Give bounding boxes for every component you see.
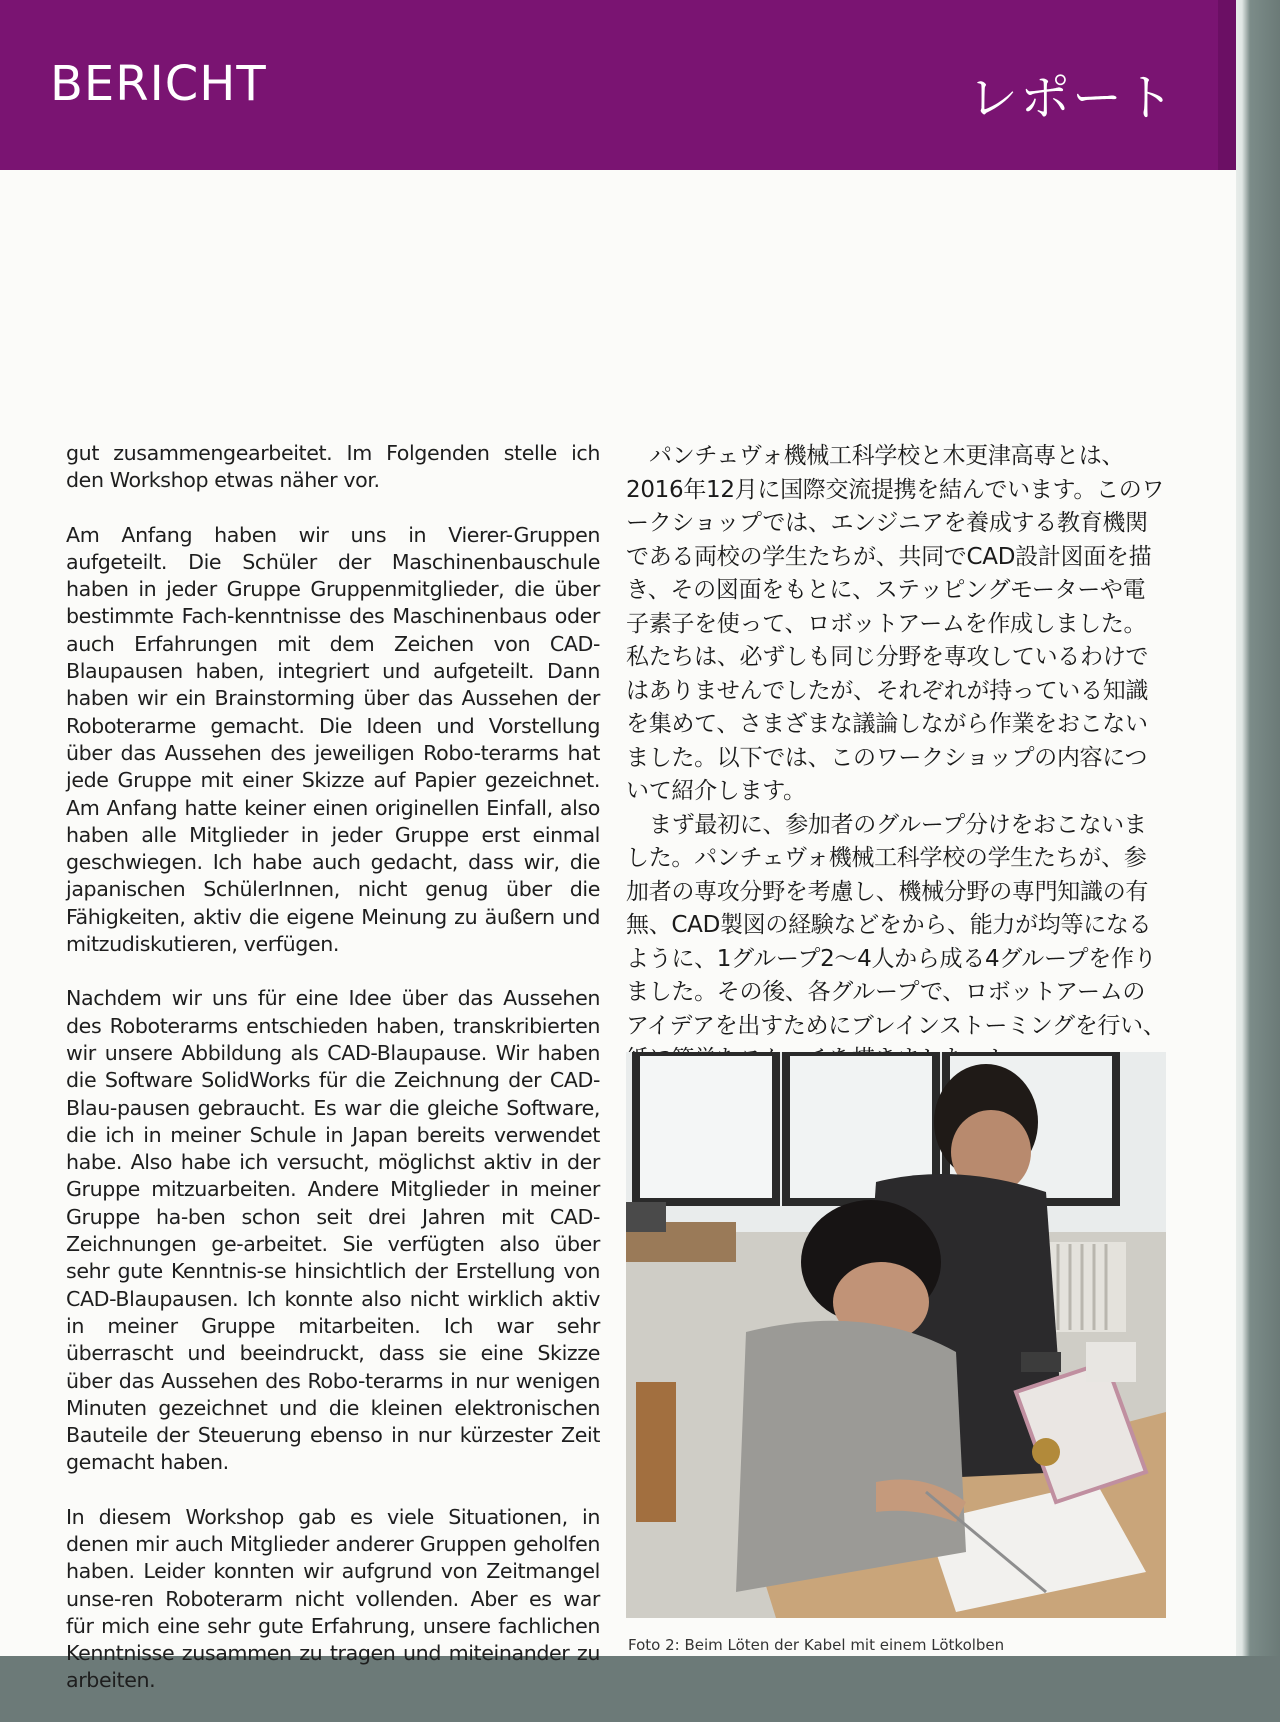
header-title-japanese: レポート xyxy=(968,69,1176,127)
page-edge xyxy=(1236,0,1280,1656)
workshop-photo xyxy=(626,1052,1166,1618)
german-paragraph: Am Anfang haben wir uns in Vierer-Gruppen aufgeteilt. Die Schüler der Maschinenbauschule haben in jeder Gruppe Gruppenmitglieder, die über bestimmte Fach-kenntnisse des Maschinenbaus oder auch Erfahrungen mit dem Zeichen von CAD-Blaupausen haben, integriert und aufgeteilt. Dann haben wir ein Brainstorming über das Aussehen der Roboterarme gemacht. Die Ideen und Vorstellung über das Aussehen des jeweiligen Robo-terarms hat jede Gruppe mit einer Skizze auf Papier gezeichnet. Am Anfang hatte keiner einen originellen Einfall, also haben alle Mitglieder in jeder Gruppe erst einmal geschwiegen. Ich habe auch gedacht, dass wir, die japanischen SchülerInnen, nicht genug über die Fähigkeiten, aktiv die eigene Meinung zu äußern und mitzudiskutieren, verfügen. xyxy=(66,522,600,957)
german-paragraph: gut zusammengearbeitet. Im Folgenden stelle ich den Workshop etwas näher vor. xyxy=(66,441,600,493)
german-paragraph: In diesem Workshop gab es viele Situationen, in denen mir auch Mitglieder anderer Gruppen geholfen haben. Leider konnten wir aufgrund von Zeitmangel unse-ren Roboterarm nicht vollenden. Aber es war für mich eine sehr gute Erfahrung, unsere fachlichen Kenntnisse zusammen zu tragen und miteinander zu arbeiten. xyxy=(66,1504,600,1693)
photo-caption: Foto 2: Beim Löten der Kabel mit einem Lötkolben xyxy=(628,1636,1005,1654)
header-title-german: BERICHT xyxy=(50,56,267,112)
header-band-edge xyxy=(1218,0,1236,170)
japanese-paragraph: パンチェヴォ機械工科学校と木更津高専とは、2016年12月に国際交流提携を結んでいます。このワークショップでは、エンジニアを養成する教育機関である両校の学生たちが、共同でCAD設計図面を描き、その図面をもとに、ステッピングモーターや電子素子を使って、ロボットアームを作成しました。私たちは、必ずしも同じ分野を専攻しているわけではありませんでしたが、それぞれが持っている知識を集めて、さまざまな議論しながら作業をおこないました。以下では、このワークショップの内容について紹介します。 xyxy=(626,443,1165,804)
japanese-paragraph: まず最初に、参加者のグループ分けをおこないました。パンチェヴォ機械工科学校の学生たちが、参加者の専攻分野を考慮し、機械分野の専門知識の有無、CAD製図の経験などをから、能力が均等になるように、1グループ2〜4人から成る4グループを作りました。その後、各グループで、ロボットアームのアイデアを出すためにブレインストーミングを行い、 xyxy=(626,811,1166,1039)
japanese-text-column xyxy=(626,440,1166,1077)
german-paragraph: Nachdem wir uns für eine Idee über das Aussehen des Roboterarms entschieden haben, transkribierten wir unsere Abbildung als CAD-Blaupause. Wir haben die Software SolidWorks für die Zeichnung der CAD-Blau-pausen gebraucht. Es war die gleiche Software, die ich in meiner Schule in Japan bereits verwendet habe. Also habe ich versucht, möglichst aktiv in der Gruppe mitzuarbeiten. Andere Mitglieder in meiner Gruppe ha-ben schon seit drei Jahren mit CAD-Zeichnungen ge-arbeitet. Sie verfügten also über sehr gute Kenntnis-se hinsichtlich der Erstellung von CAD-Blaupausen. Ich konnte also nicht wirklich aktiv in meiner Gruppe mitarbeiten. Ich war sehr überrascht und beeindruckt, dass sie eine Skizze über das Aussehen des Robo-terarms in nur wenigen Minuten gezeichnet und die kleinen elektronischen Bauteile der Steuerung ebenso in nur kürzester Zeit gemacht haben. xyxy=(66,986,600,1475)
header-band xyxy=(0,0,1236,170)
german-text-column xyxy=(66,440,600,1722)
